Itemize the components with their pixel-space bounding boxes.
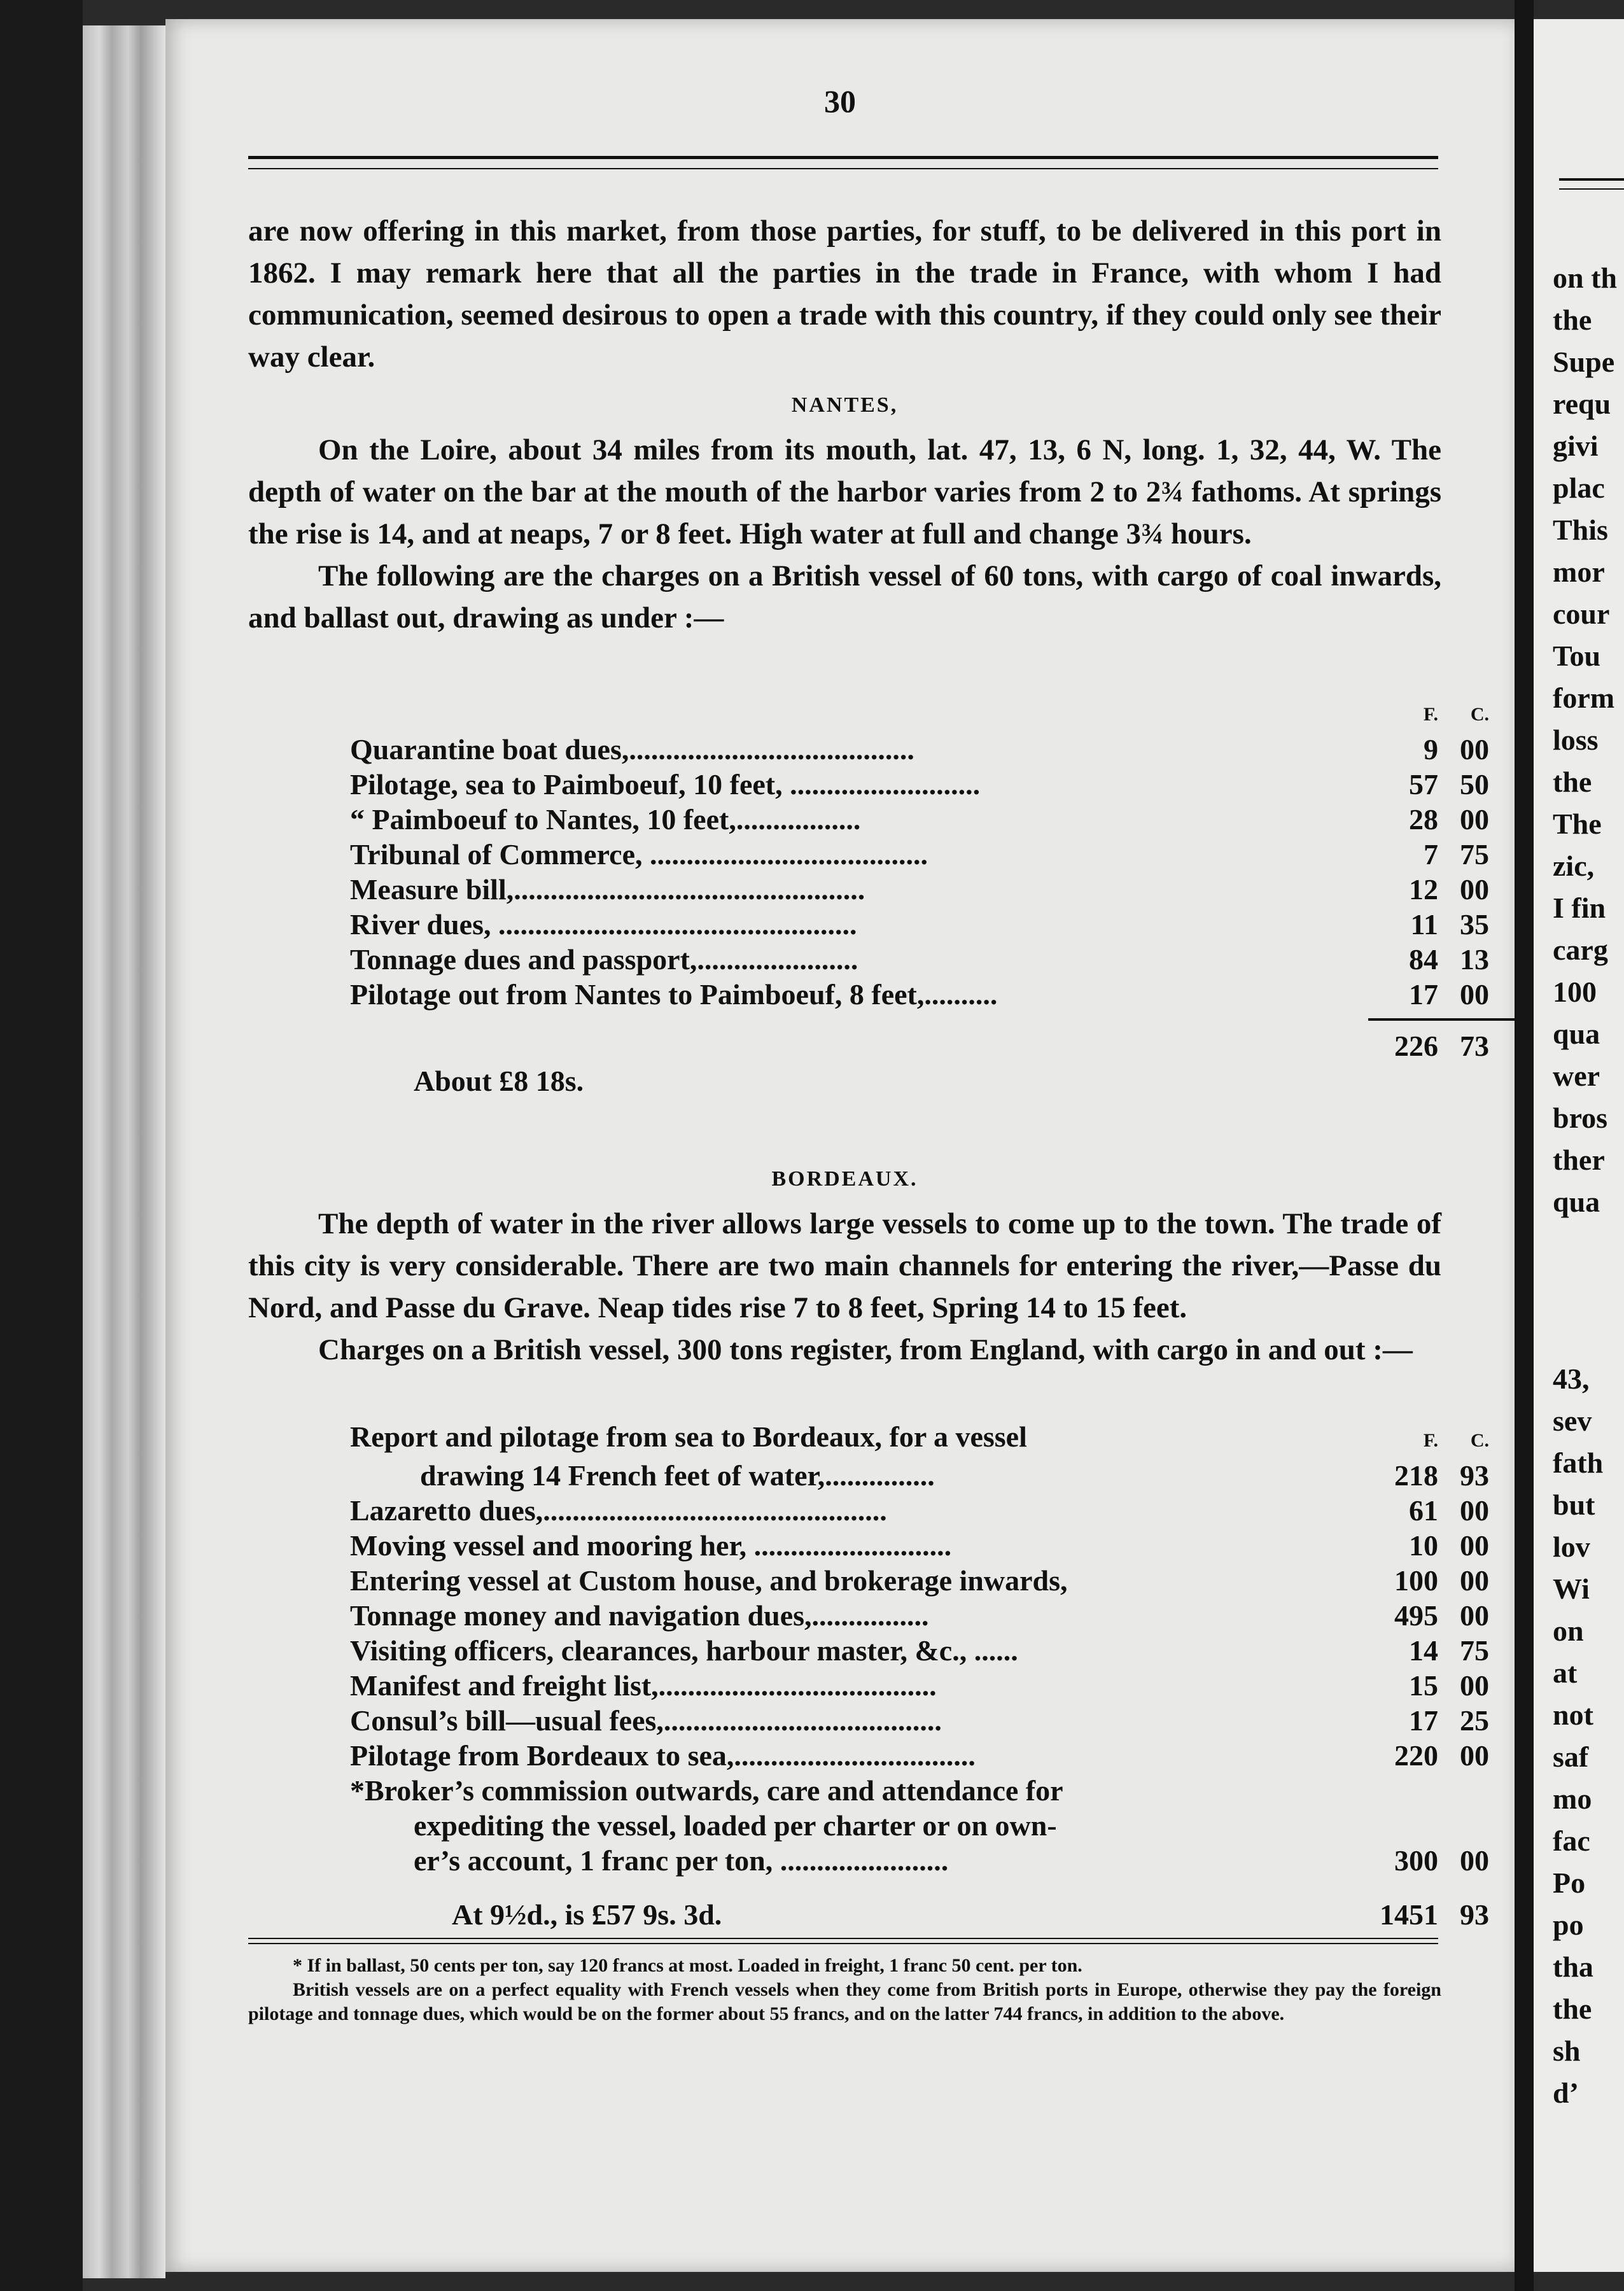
row-label: *Broker’s commission outwards, care and attendance for (350, 1774, 1063, 1807)
facing-page-fragment: bros (1553, 1102, 1608, 1134)
facing-page-fragment: This (1553, 514, 1608, 546)
table-row (350, 1598, 1521, 1633)
table-row (350, 1563, 1521, 1598)
facing-page-fragment: sh (1553, 2035, 1581, 2067)
row-label: er’s account, 1 franc per ton, ....................... (414, 1844, 949, 1877)
row-centimes: 35 (1460, 908, 1489, 941)
row-francs: 17 (1409, 1704, 1438, 1737)
facing-page-fragment: Tou (1553, 640, 1601, 672)
row-francs: 495 (1394, 1599, 1438, 1632)
row-francs: 11 (1410, 908, 1438, 941)
row-label: Quarantine boat dues,....................................... (350, 733, 914, 766)
facing-page-fragment: saf (1553, 1741, 1589, 1773)
row-label: Tonnage dues and passport,...................... (350, 943, 858, 976)
row-centimes: 00 (1460, 1599, 1489, 1632)
row-francs: 61 (1409, 1494, 1438, 1527)
book-page (165, 19, 1515, 2272)
main-text (248, 210, 1441, 639)
row-label: Pilotage from Bordeaux to sea,................................. (350, 1739, 976, 1772)
table-row (350, 872, 1521, 907)
facing-page-fragment: The (1553, 808, 1602, 840)
row-label: Report and pilotage from sea to Bordeaux, for a vessel (350, 1420, 1027, 1453)
row-centimes: 00 (1460, 1494, 1489, 1527)
row-francs: 15 (1409, 1669, 1438, 1702)
facing-page (1534, 19, 1624, 2272)
row-label: Moving vessel and mooring her, ........................... (350, 1529, 952, 1562)
row-label: Pilotage, sea to Paimboeuf, 10 feet, .......................... (350, 768, 981, 801)
facing-page-fragment: zic, (1553, 850, 1595, 882)
bordeaux-paragraph-2: Charges on a British vessel, 300 tons register, from England, with cargo in and out :— (318, 1333, 1413, 1366)
bordeaux-paragraph-1: The depth of water in the river allows large vessels to come up to the town. The trade of this city is very considerable. There are two main channels for entering the river,—Passe du Nord, and Passe du Grave. Neap tides rise 7 to 8 feet, Spring 14 to 15 feet. (248, 1207, 1441, 1324)
facing-page-fragment: fac (1553, 1825, 1590, 1857)
nantes-paragraph-1: On the Loire, about 34 miles from its mouth, lat. 47, 13, 6 N, long. 1, 32, 44, W. The depth of water on the bar at the mouth of the harbor varies from 2 to 2¾ fathoms. At springs the rise is 14, and at neaps, 7 or 8 feet. High water at full and change 3¾ hours. (248, 433, 1441, 550)
intro-paragraph: are now offering in this market, from those parties, for stuff, to be delivered in this port in 1862. I may remark here that all the parties in the trade in France, with whom I had communication, seemed desirous to open a trade with this country, if they could only see their way clear. (248, 214, 1441, 374)
row-centimes: 93 (1460, 1459, 1489, 1492)
bordeaux-total-row (350, 1897, 1521, 1932)
row-francs: 28 (1409, 803, 1438, 836)
nantes-paragraph-2: The following are the charges on a British vessel of 60 tons, with cargo of coal inwards, and ballast out, drawing as under :— (248, 559, 1441, 634)
page-number: 30 (824, 83, 856, 119)
table-row (350, 1419, 1521, 1458)
row-label: Tribunal of Commerce, ...................................... (350, 838, 928, 871)
table-row (350, 767, 1521, 802)
total-francs: 1451 (1380, 1898, 1438, 1931)
row-label: Pilotage out from Nantes to Paimboeuf, 8 feet,.......... (350, 978, 998, 1011)
book-binding (0, 0, 83, 2291)
page-edges (83, 25, 165, 2278)
total-centimes: 73 (1460, 1030, 1489, 1062)
row-francs: 84 (1409, 943, 1438, 976)
nantes-heading: NANTES, (791, 393, 899, 417)
nantes-charges-table (350, 697, 1521, 1098)
facing-page-fragment: but (1553, 1489, 1595, 1521)
facing-page-rule (1559, 178, 1624, 190)
facing-page-fragment: lov (1553, 1531, 1590, 1563)
col-francs: F. (1423, 704, 1438, 725)
facing-page-fragment: on (1553, 1615, 1584, 1647)
facing-page-fragment: qua (1553, 1018, 1600, 1050)
row-francs: 218 (1394, 1459, 1438, 1492)
bordeaux-heading: BORDEAUX. (771, 1167, 918, 1191)
facing-page-fragment: plac (1553, 472, 1605, 504)
table-row (350, 1738, 1521, 1773)
row-label: Measure bill,................................................ (350, 873, 865, 906)
table-row (350, 907, 1521, 942)
row-centimes: 13 (1460, 943, 1489, 976)
row-label: Lazaretto dues,............................................... (350, 1494, 887, 1527)
facing-page-fragment: the (1553, 1993, 1592, 2025)
row-centimes: 00 (1460, 803, 1489, 836)
footnote-line-1: * If in ballast, 50 cents per ton, say 120 francs at most. Loaded in freight, 1 franc 50 cent. per ton. (293, 1955, 1082, 1976)
footnote-rule (248, 1938, 1438, 1944)
facing-page-fragment: givi (1553, 430, 1599, 462)
facing-page-fragment: fath (1553, 1447, 1604, 1479)
row-centimes: 25 (1460, 1704, 1489, 1737)
facing-page-fragment: po (1553, 1909, 1584, 1941)
row-label: River dues, ................................................. (350, 908, 857, 941)
facing-page-fragment: the (1553, 304, 1592, 336)
table-row (350, 1703, 1521, 1738)
facing-page-fragment: tha (1553, 1951, 1593, 1983)
row-francs: 100 (1394, 1564, 1438, 1597)
facing-page-fragment: not (1553, 1699, 1593, 1731)
total-centimes: 93 (1460, 1898, 1489, 1931)
row-francs: 14 (1409, 1634, 1438, 1667)
footnote (248, 1954, 1441, 2026)
row-label: drawing 14 French feet of water,............... (420, 1459, 935, 1492)
row-centimes: 00 (1460, 1564, 1489, 1597)
table-row (350, 1528, 1521, 1563)
total-label: At 9½d., is £57 9s. 3d. (452, 1898, 722, 1931)
facing-page-fragment: mo (1553, 1783, 1592, 1815)
row-centimes: 00 (1460, 1844, 1489, 1877)
facing-page-fragment: on th (1553, 262, 1617, 294)
table-row (350, 1633, 1521, 1668)
footnote-line-2: British vessels are on a perfect equality with French vessels when they come from British ports in Europe, otherwise they pay the foreign pilotage and tonnage dues, which would be on the former about 55 francs, and on the latter 744 francs, in addition to the above. (248, 1979, 1441, 2024)
facing-page-fragment: at (1553, 1657, 1578, 1689)
table-header (350, 697, 1521, 732)
facing-page-fragment: form (1553, 682, 1615, 714)
row-label: expediting the vessel, loaded per charter or on own- (414, 1809, 1057, 1842)
facing-page-fragment: Supe (1553, 346, 1615, 378)
table-row (350, 837, 1521, 872)
row-label: Visiting officers, clearances, harbour master, &c., ...... (350, 1634, 1018, 1667)
row-label: Consul’s bill—usual fees,...................................... (350, 1704, 942, 1737)
table-row (350, 1843, 1521, 1878)
col-francs: F. (1423, 1430, 1438, 1451)
total-francs: 226 (1394, 1030, 1438, 1062)
facing-page-fragment: d’ (1553, 2077, 1579, 2109)
table-row (350, 1773, 1521, 1808)
bordeaux-rows (350, 1493, 1521, 1773)
facing-page-fragment: I fin (1553, 892, 1606, 924)
row-centimes: 00 (1460, 1739, 1489, 1772)
facing-page-fragment: sev (1553, 1405, 1592, 1437)
row-centimes: 00 (1460, 1669, 1489, 1702)
facing-page-fragment: Wi (1553, 1573, 1590, 1605)
nantes-about: About £8 18s. (414, 1065, 584, 1097)
col-centimes: C. (1470, 1430, 1489, 1451)
table-row (350, 977, 1521, 1012)
row-francs: 12 (1409, 873, 1438, 906)
facing-page-fragment: Po (1553, 1867, 1586, 1899)
bordeaux-text (248, 1152, 1441, 1371)
gutter-shadow (1515, 0, 1534, 2291)
table-row (350, 1668, 1521, 1703)
row-francs: 17 (1409, 978, 1438, 1011)
table-row (350, 942, 1521, 977)
facing-page-fragment: 100 (1553, 976, 1597, 1008)
row-label: Entering vessel at Custom house, and brokerage inwards, (350, 1564, 1068, 1597)
nantes-rows (350, 732, 1521, 1012)
row-label: Tonnage money and navigation dues,................ (350, 1599, 929, 1632)
nantes-total-row (350, 1028, 1521, 1063)
row-francs: 10 (1409, 1529, 1438, 1562)
facing-page-fragment: requ (1553, 388, 1611, 420)
row-centimes: 50 (1460, 768, 1489, 801)
facing-page-fragment: wer (1553, 1060, 1600, 1092)
row-francs: 220 (1394, 1739, 1438, 1772)
facing-page-fragment: mor (1553, 556, 1605, 588)
row-centimes: 75 (1460, 838, 1489, 871)
facing-page-fragment: ther (1553, 1144, 1605, 1176)
row-francs: 9 (1424, 733, 1438, 766)
bordeaux-charges-table (350, 1419, 1521, 1932)
row-centimes: 00 (1460, 733, 1489, 766)
facing-page-fragment: the (1553, 766, 1592, 798)
sum-rule (1368, 1018, 1515, 1028)
row-centimes: 00 (1460, 978, 1489, 1011)
facing-page-fragment: carg (1553, 934, 1608, 966)
facing-page-fragment: loss (1553, 724, 1599, 756)
table-row (350, 1493, 1521, 1528)
facing-page-fragment: 43, (1553, 1363, 1590, 1395)
row-centimes: 00 (1460, 1529, 1489, 1562)
table-row (350, 1808, 1521, 1843)
table-row (350, 732, 1521, 767)
row-francs: 57 (1409, 768, 1438, 801)
row-label: Manifest and freight list,...................................... (350, 1669, 937, 1702)
row-centimes: 75 (1460, 1634, 1489, 1667)
row-centimes: 00 (1460, 873, 1489, 906)
row-francs: 7 (1424, 838, 1438, 871)
row-label: “ Paimboeuf to Nantes, 10 feet,................. (350, 803, 861, 836)
header-rule (248, 156, 1438, 169)
facing-page-fragment: cour (1553, 598, 1610, 630)
table-row (350, 802, 1521, 837)
table-row (350, 1458, 1521, 1493)
facing-page-fragment: qua (1553, 1186, 1600, 1218)
row-francs: 300 (1394, 1844, 1438, 1877)
col-centimes: C. (1470, 704, 1489, 725)
